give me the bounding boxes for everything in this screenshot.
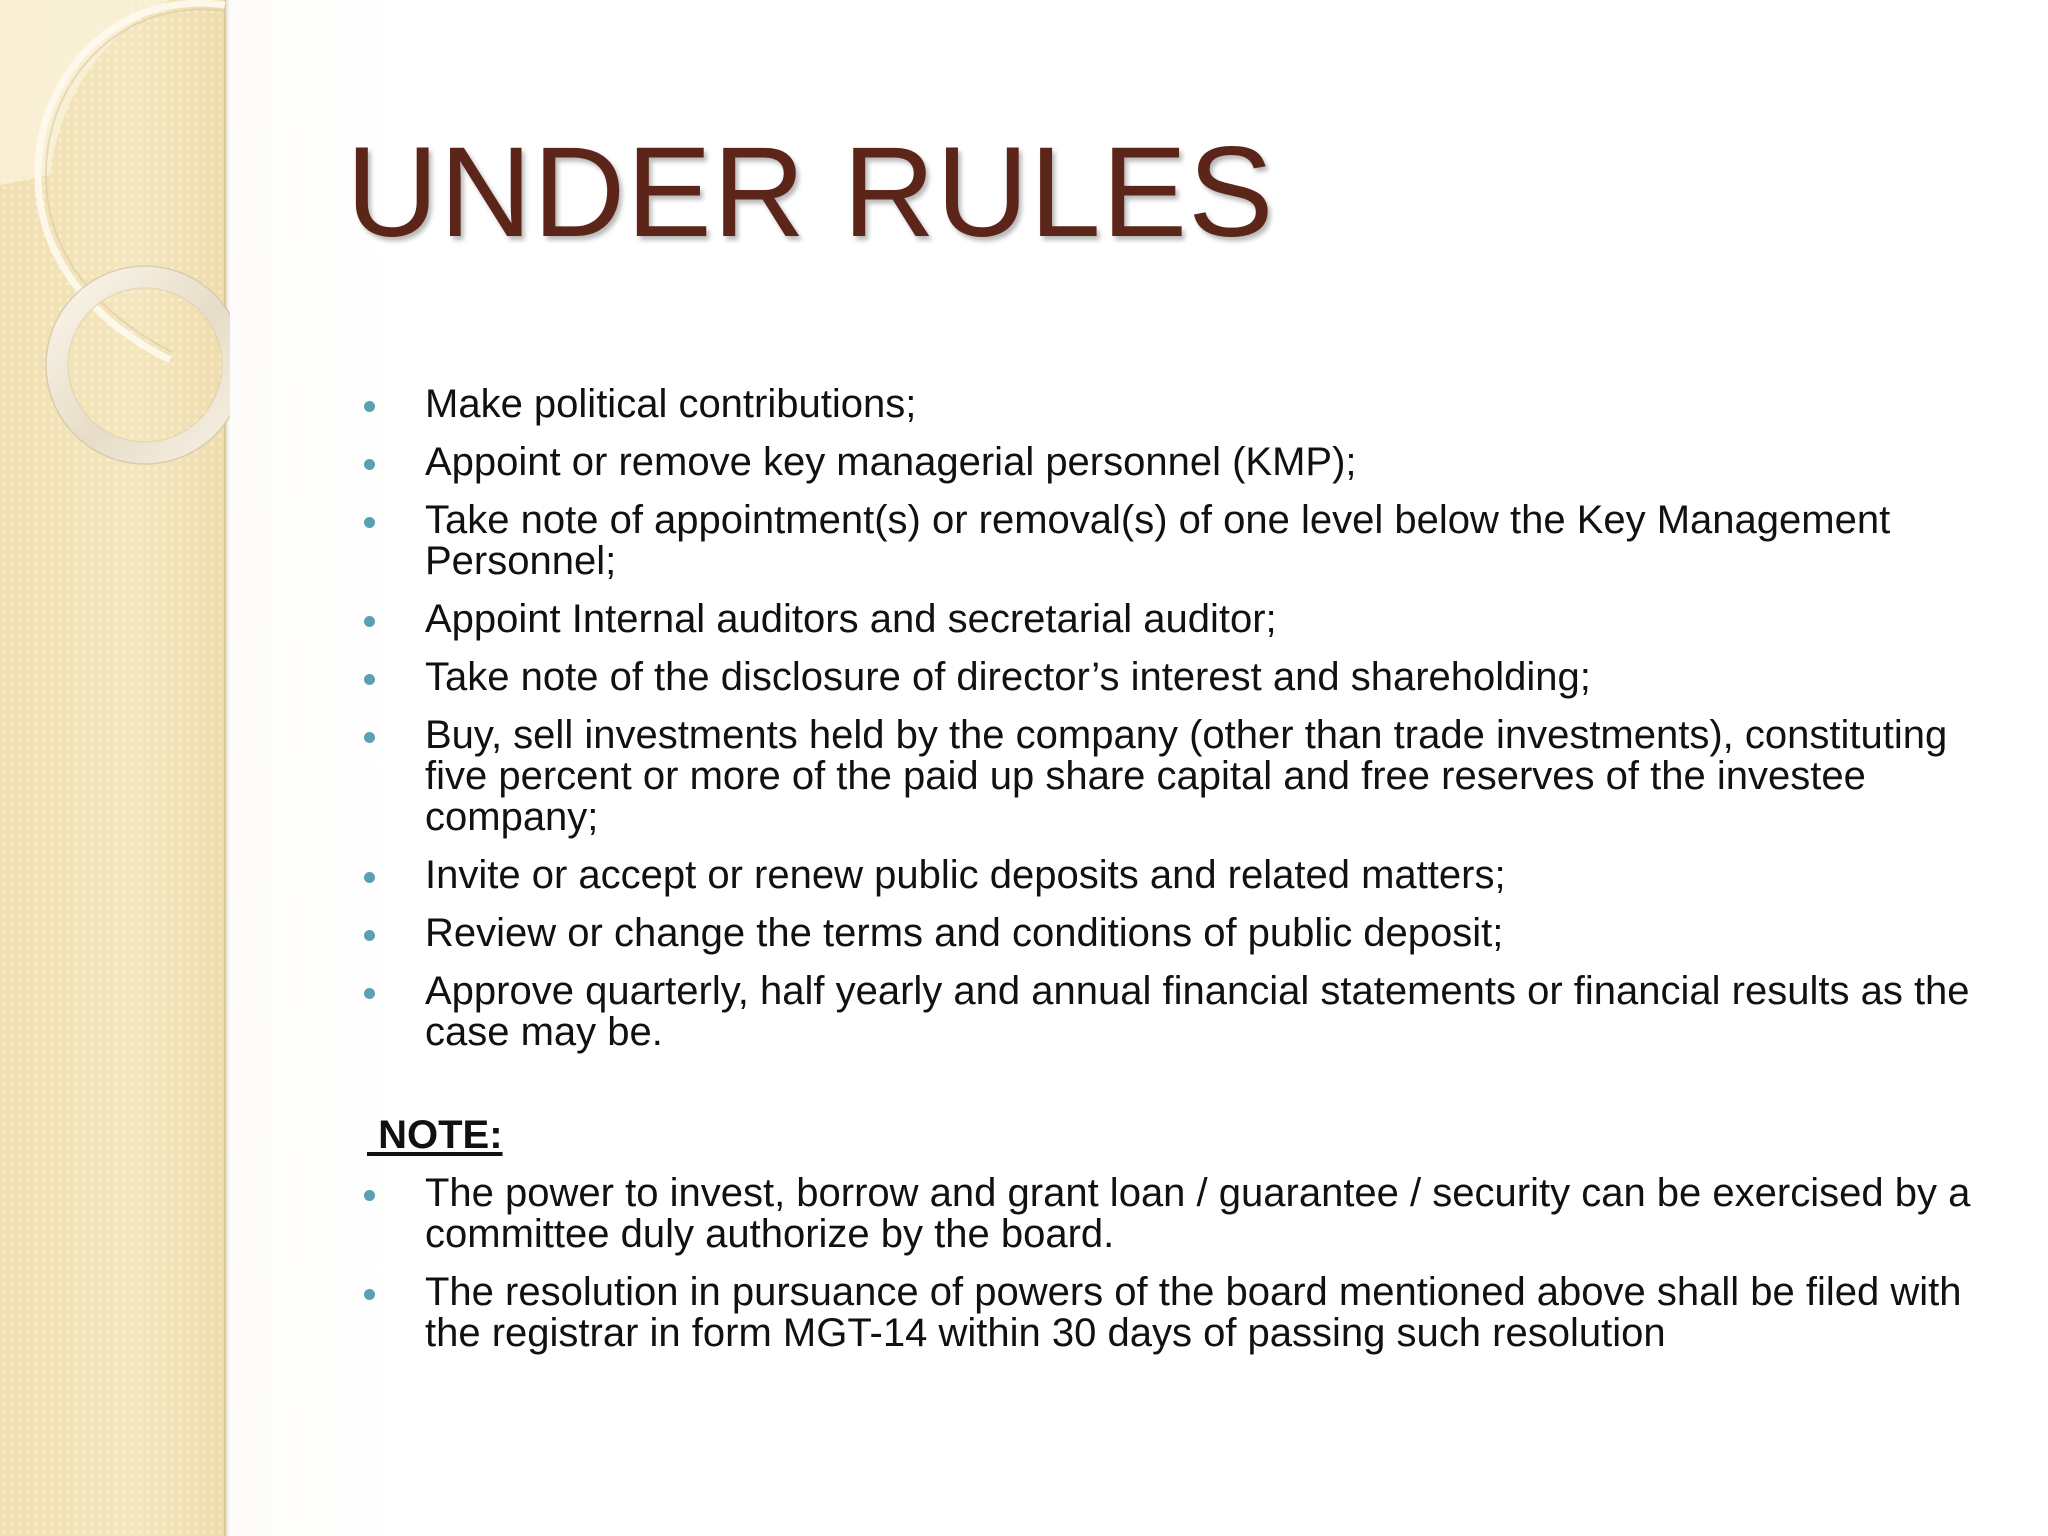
note-item-text: The resolution in pursuance of powers of the board mentioned above shall be filed with the registrar in form MGT-14 within 30 days of passing such resolution bbox=[425, 1270, 1962, 1355]
list-item-text: Appoint or remove key managerial personnel (KMP); bbox=[425, 440, 1357, 484]
swirl-ring-inner-outline bbox=[68, 288, 222, 442]
note-item bbox=[357, 1173, 1997, 1255]
swirl-corner-patch bbox=[0, 0, 170, 185]
bullet-icon bbox=[364, 459, 375, 470]
list-item bbox=[357, 715, 1997, 838]
bullet-icon bbox=[364, 517, 375, 528]
list-item-text: Take note of the disclosure of director’s interest and shareholding; bbox=[425, 655, 1591, 699]
bullet-icon bbox=[364, 401, 375, 412]
bullet-icon bbox=[364, 1190, 375, 1201]
list-item bbox=[357, 442, 1997, 483]
list-item bbox=[357, 599, 1997, 640]
bullet-icon bbox=[364, 930, 375, 941]
bullet-icon bbox=[364, 1289, 375, 1300]
bullet-icon bbox=[364, 988, 375, 999]
note-bullet-list bbox=[357, 1173, 1997, 1354]
bullet-icon bbox=[364, 616, 375, 627]
swirl-ring bbox=[57, 277, 230, 453]
list-item-text: Make political contributions; bbox=[425, 382, 917, 426]
list-item bbox=[357, 971, 1997, 1053]
list-item bbox=[357, 855, 1997, 896]
list-item-text: Review or change the terms and conditions of public deposit; bbox=[425, 911, 1504, 955]
bullet-icon bbox=[364, 872, 375, 883]
list-item bbox=[357, 384, 1997, 425]
list-item-text: Invite or accept or renew public deposits and related matters; bbox=[425, 853, 1506, 897]
list-item-text: Buy, sell investments held by the company (other than trade investments), constituting five percent or more of the paid up share capital and free reserves of the investee company; bbox=[425, 713, 1948, 839]
decorative-swirl bbox=[0, 0, 230, 500]
note-heading: NOTE: bbox=[367, 1113, 503, 1157]
list-item bbox=[357, 657, 1997, 698]
list-item-text: Appoint Internal auditors and secretarial auditor; bbox=[425, 597, 1277, 641]
list-item-text: Approve quarterly, half yearly and annual financial statements or financial results as the case may be. bbox=[425, 969, 1970, 1054]
note-item bbox=[357, 1272, 1997, 1354]
slide-title: UNDER RULES bbox=[346, 121, 1275, 264]
list-item bbox=[357, 913, 1997, 954]
list-item-text: Take note of appointment(s) or removal(s) of one level below the Key Management Personnel; bbox=[425, 498, 1891, 583]
bullet-icon bbox=[364, 732, 375, 743]
list-item bbox=[357, 500, 1997, 582]
note-item-text: The power to invest, borrow and grant loan / guarantee / security can be exercised by a committee duly authorize by the board. bbox=[425, 1171, 1971, 1256]
main-bullet-list bbox=[357, 384, 1997, 1053]
slide-content bbox=[357, 384, 1997, 1371]
bullet-icon bbox=[364, 674, 375, 685]
